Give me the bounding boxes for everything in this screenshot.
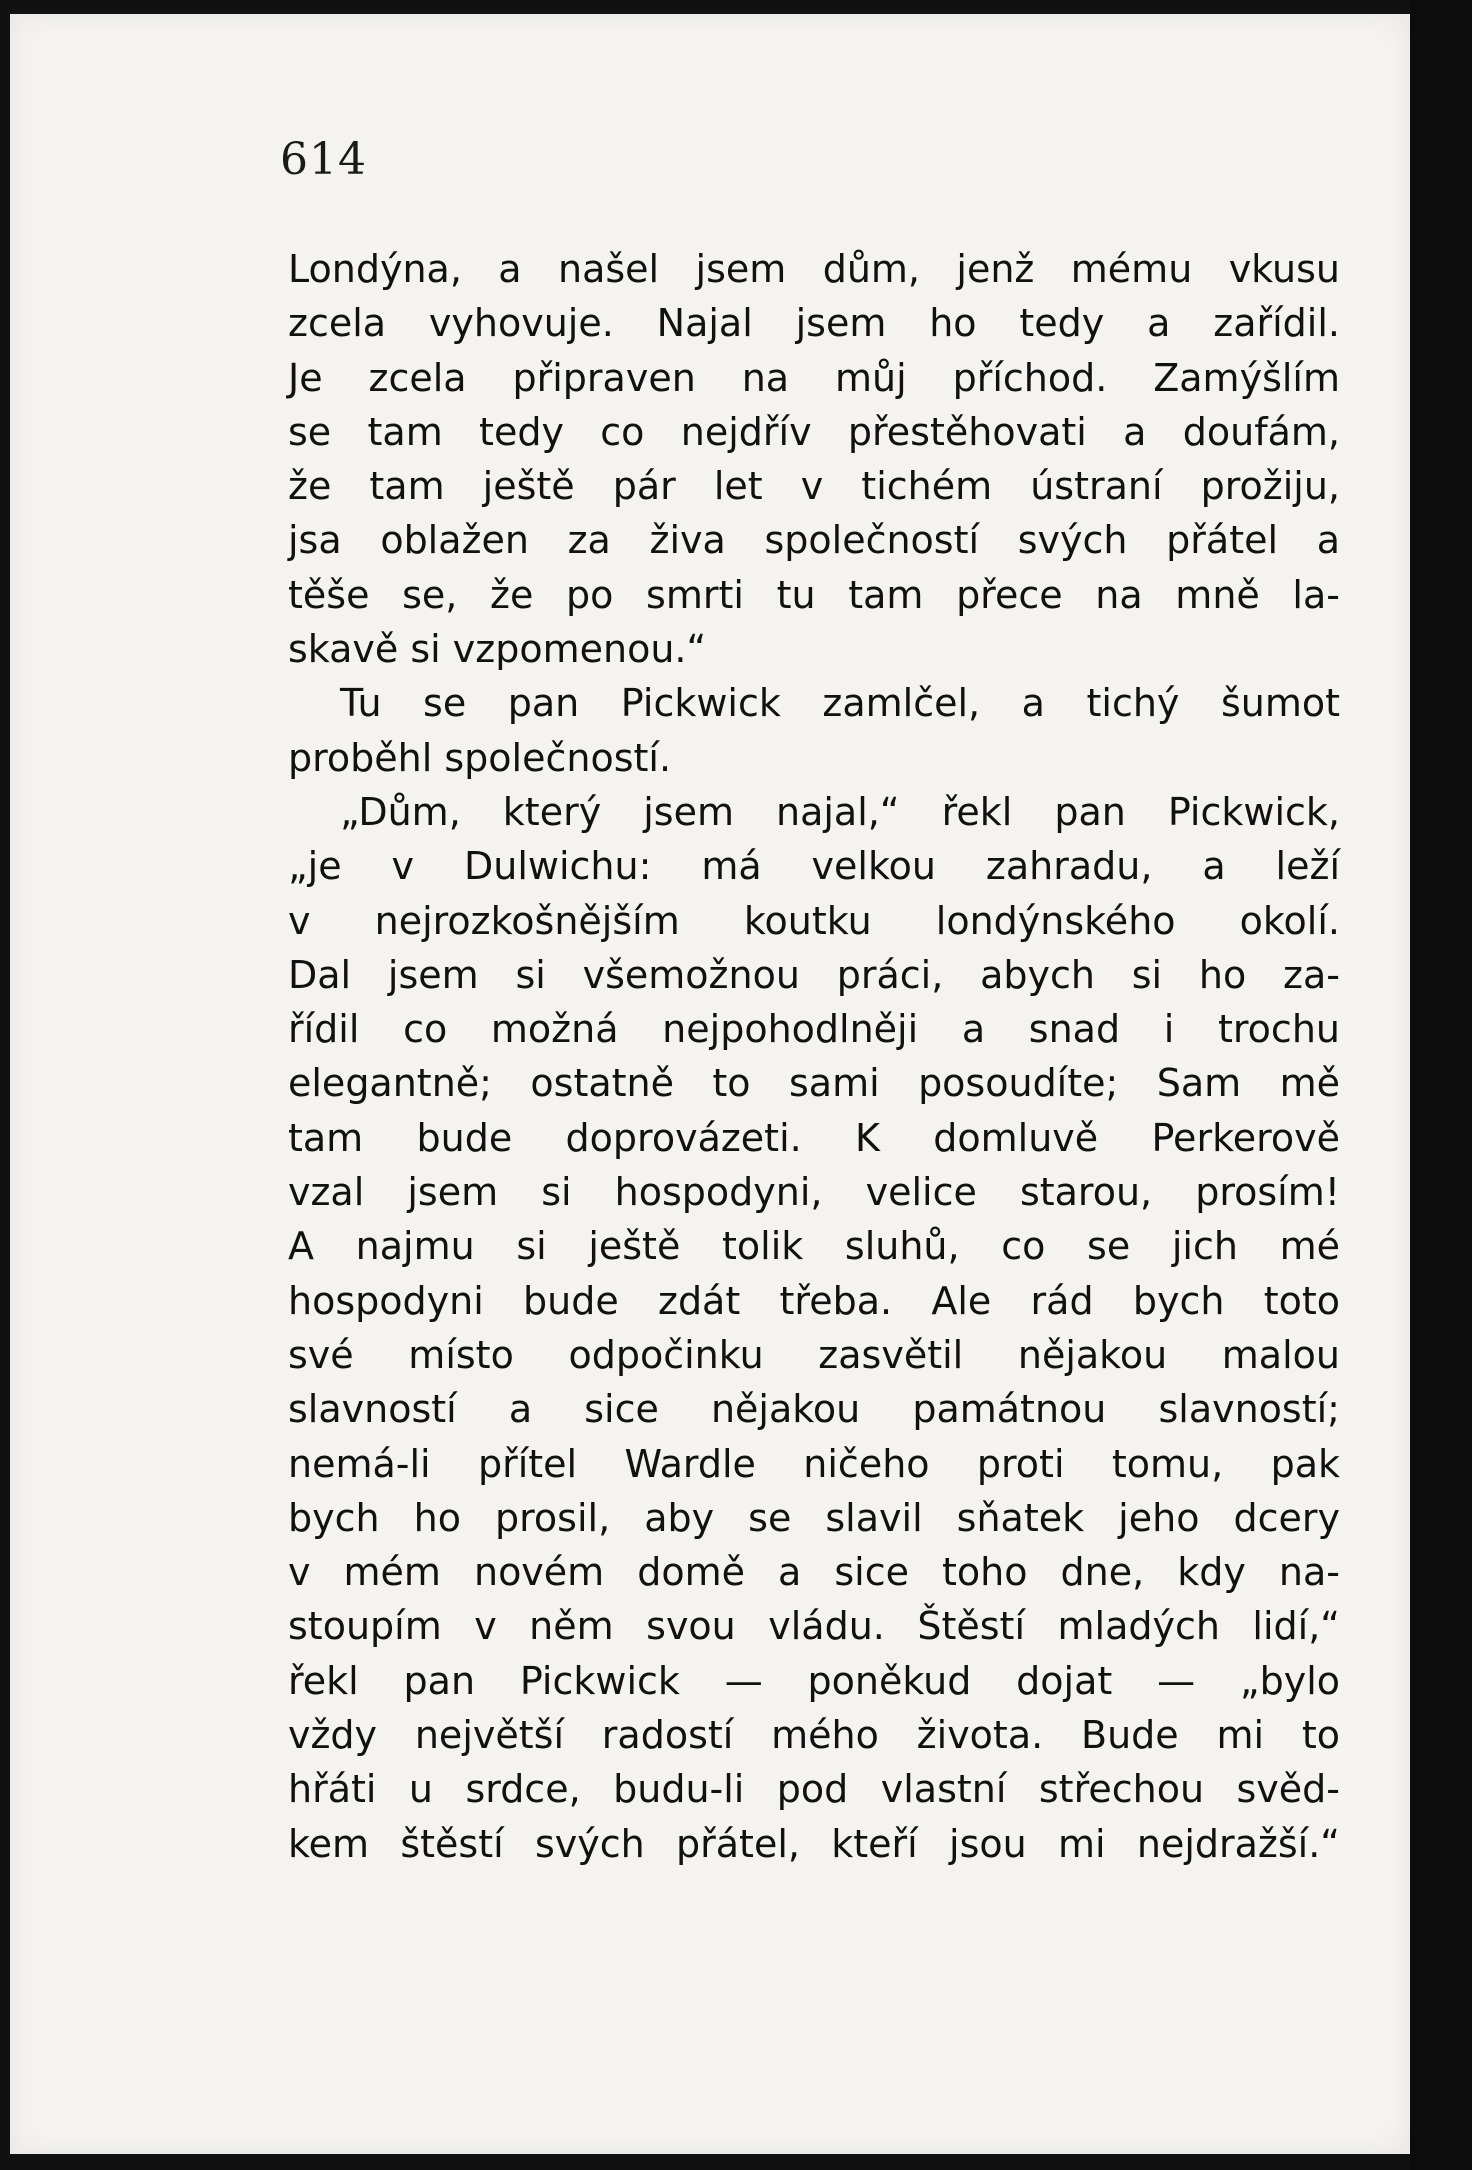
- text-line: vždy největší radostí mého života. Bude mi to: [288, 1713, 1340, 1758]
- paragraph-2: [288, 676, 1340, 785]
- text-line: v nejrozkošnějším koutku londýnského okolí.: [288, 898, 1340, 943]
- text-line: své místo odpočinku zasvětil nějakou malou: [288, 1332, 1340, 1377]
- text-line: stoupím v něm svou vládu. Štěstí mladých lidí,“: [288, 1604, 1340, 1649]
- body-text: [288, 242, 1340, 1871]
- text-line: řekl pan Pickwick — poněkud dojat — „bylo: [288, 1658, 1340, 1703]
- text-line: Tu se pan Pickwick zamlčel, a tichý šumot: [340, 681, 1340, 726]
- text-line: slavností a sice nějakou památnou slavností;: [288, 1387, 1340, 1432]
- text-line: zcela vyhovuje. Najal jsem ho tedy a zařídil.: [288, 301, 1340, 346]
- text-line: „je v Dulwichu: má velkou zahradu, a leží: [288, 844, 1340, 889]
- text-line: se tam tedy co nejdřív přestěhovati a doufám,: [288, 409, 1340, 454]
- scan-border: [1410, 0, 1472, 2170]
- text-line: elegantně; ostatně to sami posoudíte; Sam mě: [288, 1061, 1340, 1106]
- text-line: že tam ještě pár let v tichém ústraní prožiju,: [288, 464, 1340, 509]
- text-line: Londýna, a našel jsem dům, jenž mému vkusu: [288, 247, 1340, 291]
- text-line: „Dům, který jsem najal,“ řekl pan Pickwick,: [340, 789, 1340, 834]
- text-line: hřáti u srdce, budu-li pod vlastní střechou svěd-: [288, 1767, 1340, 1812]
- text-line: tam bude doprovázeti. K domluvě Perkerově: [288, 1115, 1340, 1160]
- text-line: kem štěstí svých přátel, kteří jsou mi nejdražší.“: [288, 1821, 1340, 1866]
- text-line: A najmu si ještě tolik sluhů, co se jich mé: [288, 1224, 1340, 1269]
- text-line: Je zcela připraven na můj příchod. Zamýšlím: [288, 355, 1340, 400]
- text-line: v mém novém domě a sice toho dne, kdy na-: [288, 1550, 1340, 1595]
- text-line: řídil co možná nejpohodlněji a snad i trochu: [288, 1007, 1340, 1052]
- text-line: vzal jsem si hospodyni, velice starou, prosím!: [288, 1170, 1340, 1215]
- page-number: 614: [280, 134, 367, 185]
- text-line: hospodyni bude zdát třeba. Ale rád bych toto: [288, 1278, 1340, 1323]
- book-page: [10, 14, 1410, 2154]
- text-line: bych ho prosil, aby se slavil sňatek jeho dcery: [288, 1495, 1340, 1540]
- text-line: těše se, že po smrti tu tam přece na mně la-: [288, 572, 1340, 617]
- text-line: Dal jsem si všemožnou práci, abych si ho za-: [288, 952, 1340, 997]
- text-line: proběhl společností.: [288, 735, 672, 780]
- paragraph-1: [288, 242, 1340, 676]
- text-line: jsa oblažen za živa společností svých přátel a: [288, 518, 1340, 563]
- text-line: skavě si vzpomenou.“: [288, 627, 707, 672]
- paragraph-3: [288, 785, 1340, 1871]
- text-line: nemá-li přítel Wardle ničeho proti tomu, pak: [288, 1441, 1340, 1486]
